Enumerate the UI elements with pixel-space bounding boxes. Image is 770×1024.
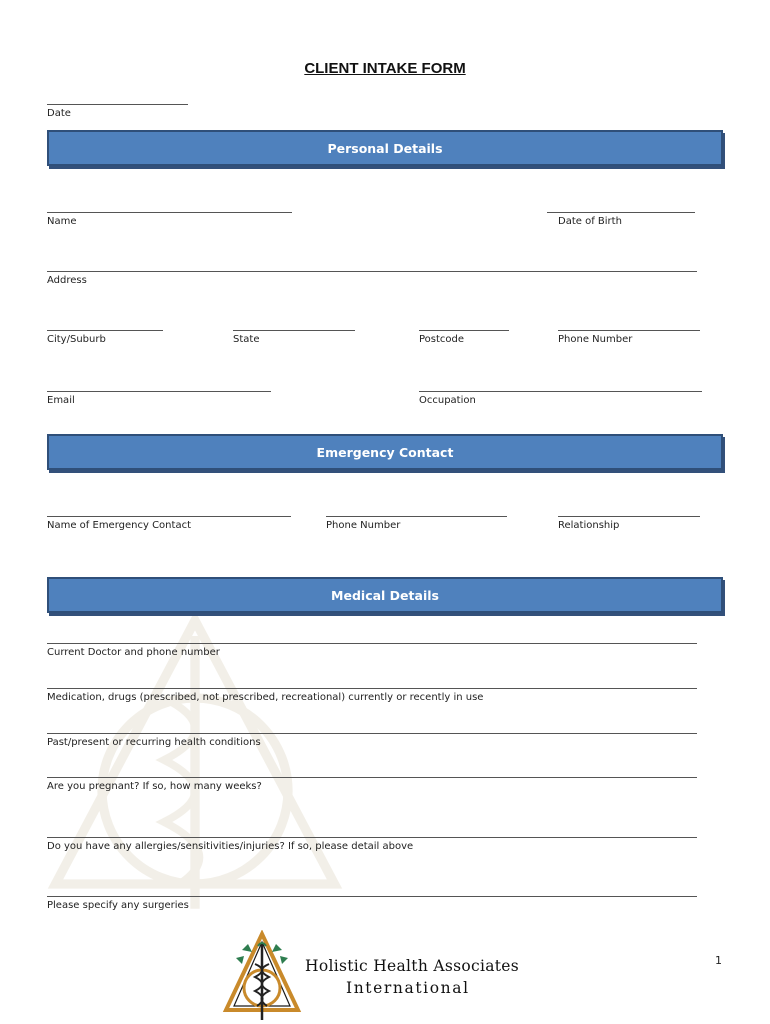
- occupation-label: Occupation: [419, 395, 476, 406]
- caduceus-triangle-logo-icon: [222, 930, 302, 1022]
- section-header-medical: Medical Details: [47, 577, 723, 613]
- section-header-personal: Personal Details: [47, 130, 723, 166]
- postcode-field[interactable]: [419, 320, 509, 345]
- name-field[interactable]: [47, 202, 292, 227]
- relationship-field[interactable]: [558, 506, 700, 531]
- occupation-field[interactable]: [419, 381, 702, 406]
- occupation-line[interactable]: [419, 381, 702, 392]
- state-line[interactable]: [233, 320, 355, 331]
- surgeries-line[interactable]: [47, 886, 697, 897]
- pregnant-label: Are you pregnant? If so, how many weeks?: [47, 781, 262, 792]
- phone-label: Phone Number: [558, 334, 633, 345]
- postcode-label: Postcode: [419, 334, 465, 345]
- doctor-field[interactable]: [47, 633, 697, 658]
- medication-label: Medication, drugs (prescribed, not prescribed, recreational) currently or recently in use: [47, 692, 484, 703]
- city-field[interactable]: [47, 320, 163, 345]
- dob-line[interactable]: [547, 202, 695, 213]
- pregnant-line[interactable]: [47, 767, 697, 778]
- allergies-field[interactable]: [47, 827, 697, 852]
- dob-label: Date of Birth: [558, 216, 622, 227]
- email-label: Email: [47, 395, 75, 406]
- surgeries-label: Please specify any surgeries: [47, 900, 189, 911]
- pregnant-field[interactable]: [47, 767, 697, 792]
- emergency-name-line[interactable]: [47, 506, 291, 517]
- address-line[interactable]: [47, 261, 697, 272]
- emergency-phone-label: Phone Number: [326, 520, 401, 531]
- emergency-name-field[interactable]: [47, 506, 291, 531]
- email-line[interactable]: [47, 381, 271, 392]
- phone-field[interactable]: [558, 320, 700, 345]
- page-number: 1: [715, 954, 722, 967]
- surgeries-field[interactable]: [47, 886, 697, 911]
- name-line[interactable]: [47, 202, 292, 213]
- emergency-name-label: Name of Emergency Contact: [47, 520, 191, 531]
- city-label: City/Suburb: [47, 334, 106, 345]
- conditions-line[interactable]: [47, 723, 697, 734]
- email-field[interactable]: [47, 381, 271, 406]
- address-field[interactable]: [47, 261, 697, 286]
- relationship-label: Relationship: [558, 520, 620, 531]
- date-label: Date: [47, 108, 71, 119]
- brand-name-line1: Holistic Health Associates: [305, 957, 520, 975]
- medication-field[interactable]: [47, 678, 697, 703]
- phone-line[interactable]: [558, 320, 700, 331]
- relationship-line[interactable]: [558, 506, 700, 517]
- brand-name-line2: International: [346, 979, 470, 997]
- conditions-field[interactable]: [47, 723, 697, 748]
- city-line[interactable]: [47, 320, 163, 331]
- conditions-label: Past/present or recurring health conditions: [47, 737, 261, 748]
- address-label: Address: [47, 275, 87, 286]
- doctor-line[interactable]: [47, 633, 697, 644]
- form-title: CLIENT INTAKE FORM: [304, 60, 466, 77]
- state-field[interactable]: [233, 320, 355, 345]
- section-header-emergency: Emergency Contact: [47, 434, 723, 470]
- emergency-phone-line[interactable]: [326, 506, 507, 517]
- medication-line[interactable]: [47, 678, 697, 689]
- date-line[interactable]: [47, 94, 188, 105]
- name-label: Name: [47, 216, 77, 227]
- date-field[interactable]: [47, 94, 188, 119]
- postcode-line[interactable]: [419, 320, 509, 331]
- allergies-label: Do you have any allergies/sensitivities/injuries? If so, please detail above: [47, 841, 414, 852]
- doctor-label: Current Doctor and phone number: [47, 647, 220, 658]
- state-label: State: [233, 334, 260, 345]
- emergency-phone-field[interactable]: [326, 506, 507, 531]
- dob-field[interactable]: [547, 202, 695, 227]
- allergies-line[interactable]: [47, 827, 697, 838]
